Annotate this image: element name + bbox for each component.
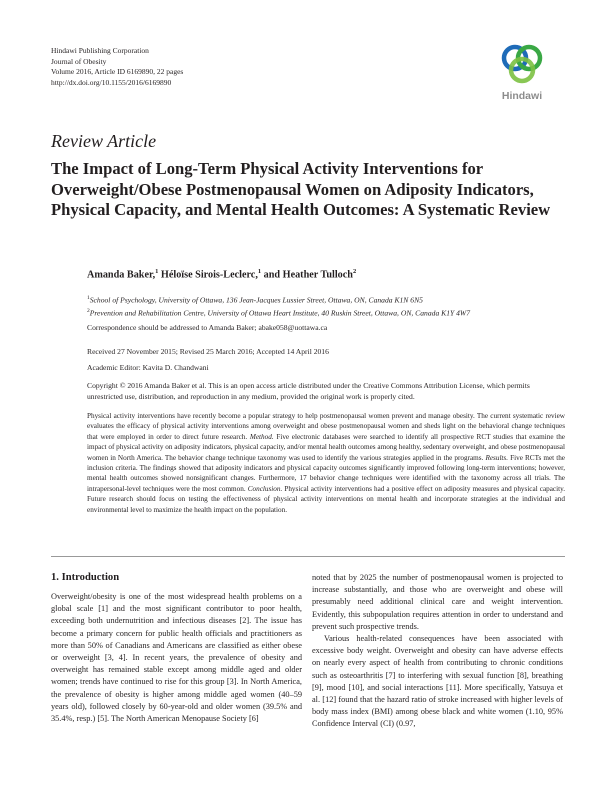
body-paragraph: Overweight/obesity is one of the most widespread health problems on a global scale [1] and the most significant contributor to poor health, exceeding both undernutrition and infectious diseases [2]. The issue has become a primary concern for public health officials and practitioners as more than 50% of Canadians and Americans are classified as either obese or overweight [3, 4]. In recent years, the prevalence of obesity and overweight has remained stable except among middle aged and older women; trends have continued to rise for this group [3]. In North America, the prevalence of obesity is higher among middle aged women (40–59 years old), followed closely by 60-year-old and older women (39.5% and 35.4%, resp.) [5]. The North American Menopause Society [6] xyxy=(51,592,302,724)
section-heading-introduction: 1. Introduction xyxy=(51,572,120,583)
body-column-left xyxy=(51,591,302,725)
logo-wordmark: Hindawi xyxy=(501,90,543,102)
section-divider xyxy=(51,556,565,557)
body-column-right xyxy=(312,572,563,731)
abstract-conclusion-label: Conclusion. xyxy=(247,484,283,493)
body-paragraph: Various health-related consequences have been associated with excessive body weight. Overweight and obesity can have adverse effects on nearly every aspect of health from contributing to chronic conditions such as osteoarthritis [7] to interfering with sexual function [8], breathing [9], mood [10], and social interactions [11]. More specifically, Yatsuya et al. [12] found that the hazard ratio of stroke increased with higher levels of body mass index (BMI) among obese black and white women (1.10, 95% Confidence Interval (CI) (0.97, xyxy=(312,634,563,729)
body-paragraph: noted that by 2025 the number of postmenopausal women is projected to increase substantially, and those who are overweight and obese will presumably need additional clinical care and weight intervention. Evidently, this subpopulation requires attention in order to understand and prevent such prospective trends. xyxy=(312,573,563,631)
journal-name: Journal of Obesity xyxy=(51,56,107,66)
correspondence-line: Correspondence should be addressed to Amanda Baker; abake058@uottawa.ca xyxy=(87,323,328,332)
affiliations xyxy=(87,293,567,318)
publisher-name: Hindawi Publishing Corporation xyxy=(51,46,149,55)
affiliation-marker: 2 xyxy=(87,307,90,314)
abstract-method-label: Method. xyxy=(249,432,274,441)
volume-info: Volume 2016, Article ID 6169890, 22 pages xyxy=(51,67,184,76)
hindawi-logo xyxy=(492,40,552,102)
author-name[interactable]: Héloïse Sirois-Leclerc, xyxy=(160,269,258,281)
author-name[interactable]: Amanda Baker, xyxy=(87,269,156,281)
academic-editor: Academic Editor: Kavita D. Chandwani xyxy=(87,363,209,372)
affiliation-item xyxy=(87,293,567,306)
author-affil-marker: 2 xyxy=(352,268,357,275)
affiliation-text: Prevention and Rehabilitation Centre, University of Ottawa Heart Institute, 40 Ruskin Street, Ottawa, ON, Canada K1Y 4W7 xyxy=(89,308,471,318)
abstract xyxy=(87,411,565,515)
abstract-background: Physical activity interventions have recently become a popular strategy to help postmenopausal women prevent and manage obesity. The current systematic review evaluates the efficacy of physical activity interventions among overweight and obese postmenopausal women and sheds light on the behavioral change techniques that were employed in order to direct future research. xyxy=(87,412,565,441)
affiliation-item xyxy=(87,306,567,319)
abstract-method: Five electronic databases were searched to identify all prospective RCT studies that examine the impact of physical activity on adiposity indicators, physical capacity, and/or mental health outcomes among healthy, sedentary overweight, and obese postmenopausal women in North America. The behavior change technique taxonomy was used to identify the various strategies applied in the programs. xyxy=(87,432,565,462)
abstract-results-label: Results. xyxy=(485,453,509,462)
journal-header xyxy=(51,46,183,88)
article-dates: Received 27 November 2015; Revised 25 March 2016; Accepted 14 April 2016 xyxy=(87,347,329,356)
author-list xyxy=(87,268,356,280)
author-affil-marker: 1 xyxy=(257,268,262,275)
affiliation-text: School of Psychology, University of Ottawa, 136 Jean-Jacques Lussier Street, Ottawa, ON, Canada K1N 6N5 xyxy=(89,295,423,305)
author-name[interactable]: and Heather Tulloch xyxy=(263,269,353,281)
author-affil-marker: 1 xyxy=(155,268,159,275)
doi-link[interactable]: http://dx.doi.org/10.1155/2016/6169890 xyxy=(51,77,172,87)
abstract-results: Five RCTs met the inclusion criteria. The findings showed that adiposity indicators and physical capacity outcomes significantly improved following long-term interventions; however, mental health outcomes showed nonsignificant changes. Furthermore, 17 behavior change techniques were identified with the taxonomy across all trials. The intrapersonal-level techniques were the most common. xyxy=(87,453,565,493)
hindawi-logo-icon xyxy=(492,40,552,90)
article-type: Review Article xyxy=(51,131,157,151)
affiliation-marker: 1 xyxy=(87,295,90,301)
article-title: The Impact of Long-Term Physical Activity Interventions for Overweight/Obese Postmenopausal Women on Adiposity Indicators, Physical Capacity, and Mental Health Outcomes: A Systematic Review xyxy=(51,159,551,219)
copyright-notice: Copyright © 2016 Amanda Baker et al. This is an open access article distributed under the Creative Commons Attribution License, which permits unrestricted use, distribution, and reproduction in any medium, provided the original work is properly cited. xyxy=(87,381,530,401)
abstract-conclusion: Physical activity interventions had a positive effect on adiposity measures and physical capacity. Future research should focus on testing the effectiveness of physical activity interventions on mental health and incorporate strategies at the individual and environmental level to maximize the health impact on the population. xyxy=(87,484,566,514)
